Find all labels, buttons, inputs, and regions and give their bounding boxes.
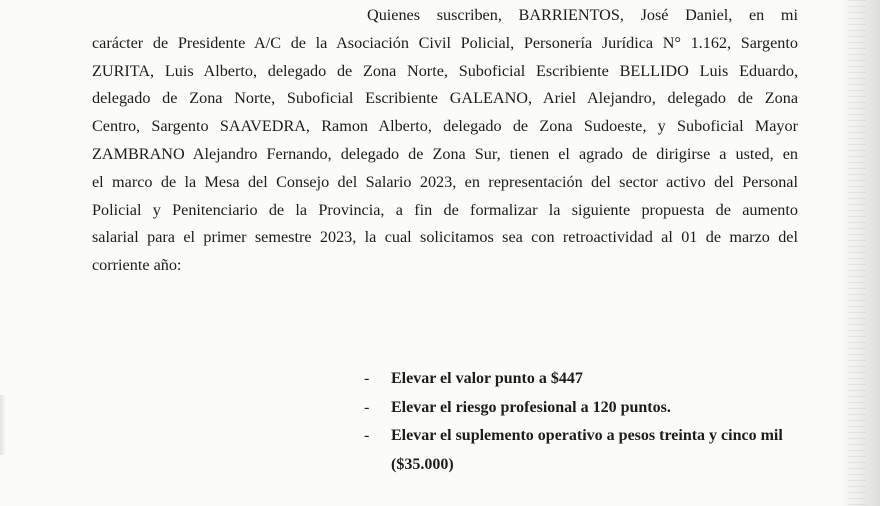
list-dash: -: [364, 398, 370, 416]
demand-text: Elevar el riesgo profesional a 120 puntos.: [391, 398, 671, 416]
paragraph-line: corriente año:: [92, 256, 182, 275]
page-edge-texture: [848, 0, 866, 506]
demand-item: [364, 365, 804, 394]
list-dash: -: [364, 370, 370, 387]
page-left-mark: [0, 395, 6, 455]
paragraph-line: ZAMBRANO Alejandro Fernando, delegado de Zona Sur, tienen el agrado de dirigirse a usted, en: [92, 144, 798, 163]
demand-text: Elevar el suplemento operativo a pesos treinta y cinco mil ($35.000): [391, 427, 783, 473]
paragraph-line: ZURITA, Luis Alberto, delegado de Zona Norte, Suboficial Escribiente BELLIDO Luis Eduardo,: [92, 61, 798, 80]
demands-list: [364, 365, 804, 479]
paragraph-line: Policial y Penitenciario de la Provincia, a fin de formalizar la siguiente propuesta de aumento: [92, 200, 798, 219]
letter-paragraph: [92, 2, 798, 280]
demand-item: [364, 394, 804, 423]
paragraph-line: delegado de Zona Norte, Suboficial Escribiente GALEANO, Ariel Alejandro, delegado de Zona: [92, 89, 798, 108]
paragraph-line: carácter de Presidente A/C de la Asociación Civil Policial, Personería Jurídica N° 1.162, Sargento: [92, 33, 798, 52]
demand-text: Elevar el valor punto a $447: [391, 370, 583, 387]
demand-item: [364, 422, 804, 479]
paragraph-line: salarial para el primer semestre 2023, la cual solicitamos sea con retroactividad al 01 de marzo del: [92, 228, 798, 247]
list-dash: -: [364, 427, 370, 444]
paragraph-line: Quienes suscriben, BARRIENTOS, José Daniel, en mi: [367, 6, 798, 24]
paragraph-line: Centro, Sargento SAAVEDRA, Ramon Alberto, delegado de Zona Sudoeste, y Suboficial Mayor: [92, 117, 798, 136]
paragraph-line: el marco de la Mesa del Consejo del Salario 2023, en representación del sector activo del Personal: [92, 172, 798, 191]
